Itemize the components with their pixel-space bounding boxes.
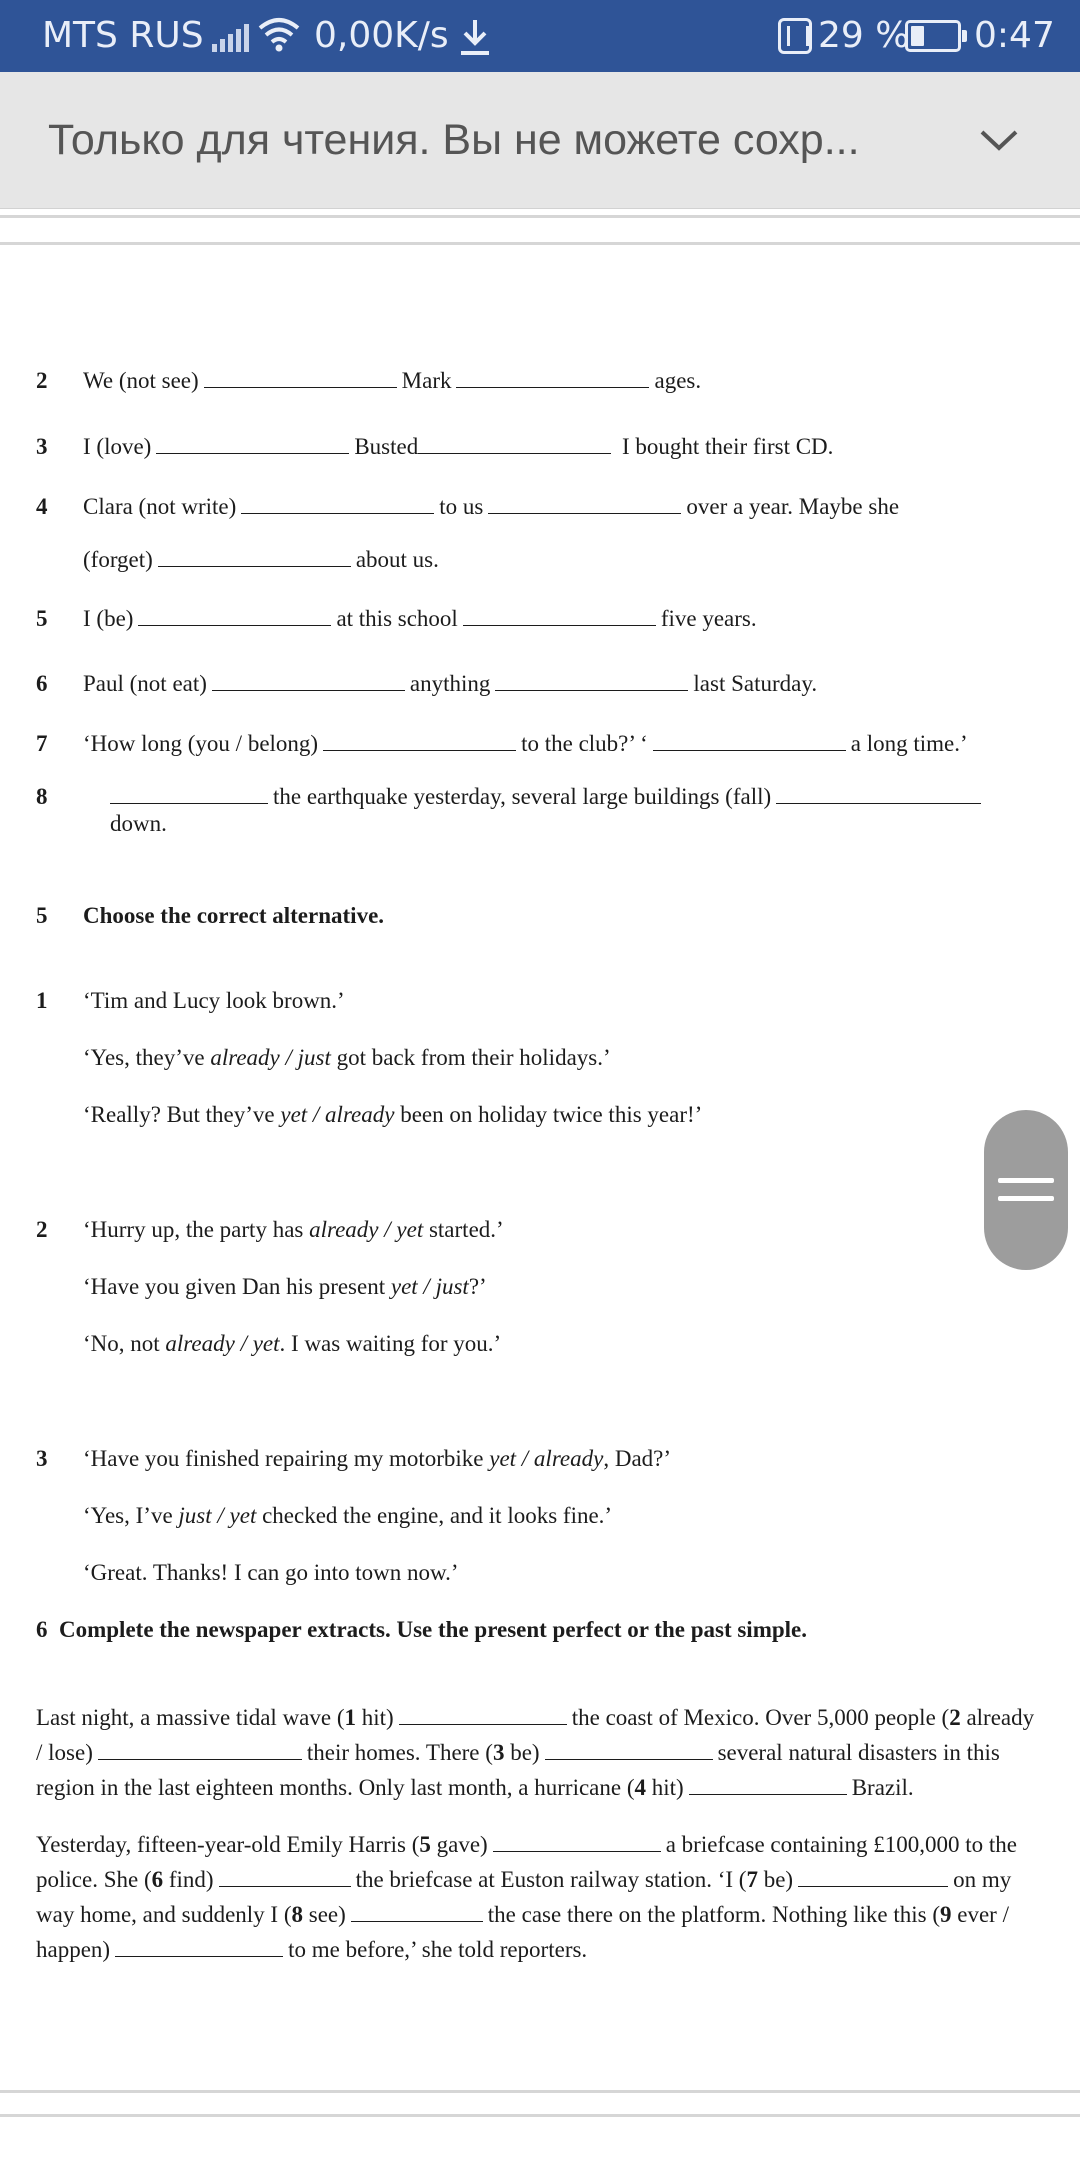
newspaper-extract-1: Last night, a massive tidal wave (1 hit) the coast of Mexico. Over 5,000 people (2 already / lose) their homes. There (3 be) several natural disasters in this region in the last eighteen months. Only last month, a hurricane (4 hit) Brazil.: [36, 1705, 1035, 1800]
page-divider: [0, 242, 1080, 245]
item-text: We (not see) Mark ages.: [83, 368, 702, 393]
item-number: 2: [36, 368, 48, 393]
alternative-choice: already / yet: [309, 1217, 424, 1242]
item-number: 8: [36, 784, 48, 809]
dialog-number: 2: [36, 1217, 48, 1242]
scroll-handle[interactable]: [984, 1110, 1068, 1270]
dialog-number: 3: [36, 1446, 48, 1471]
item-text: (forget) about us.: [83, 547, 439, 572]
alternative-choice: yet / already: [280, 1102, 395, 1127]
status-bar: [0, 0, 1080, 72]
wifi-icon: [258, 16, 300, 54]
read-only-banner[interactable]: [0, 72, 1080, 209]
newspaper-extract-2: Yesterday, fifteen-year-old Emily Harris (5 gave) a briefcase containing £100,000 to the police. She (6 find) the briefcase at Euston railway station. ‘I (7 be) on my way home, and suddenly I (8 see) the case there on the platform. Nothing like this (9 ever / happen) to me before,’ she told reporters.: [36, 1832, 1018, 1962]
battery-percent: 29 %: [818, 15, 910, 56]
page-divider-top: [0, 215, 1080, 218]
item-number: 6: [36, 671, 48, 696]
clock: 0:47: [974, 15, 1055, 56]
item-number: 4: [36, 494, 48, 519]
chevron-down-icon[interactable]: [976, 124, 1022, 158]
dialog-text: ‘Hurry up, the party has already / yet started.’: [83, 1217, 504, 1242]
page-divider-bottom: [0, 2090, 1080, 2093]
dialog-text: ‘No, not already / yet. I was waiting for you.’: [83, 1331, 502, 1356]
item-number: 5: [36, 606, 48, 631]
alternative-choice: already / just: [210, 1045, 331, 1070]
page-divider-bottom-2: [0, 2114, 1080, 2117]
item-text: Clara (not write) to us over a year. Maybe she: [83, 494, 900, 519]
dialog-text: ‘Have you given Dan his present yet / just?’: [83, 1274, 487, 1299]
alternative-choice: yet / just: [390, 1274, 469, 1299]
dialog-text: ‘Yes, I’ve just / yet checked the engine, and it looks fine.’: [83, 1503, 613, 1528]
exercise-title: Choose the correct alternative.: [83, 903, 385, 928]
alternative-choice: yet / already: [489, 1446, 604, 1471]
exercise-number: 5: [36, 903, 48, 928]
battery-level-fill: [911, 26, 924, 46]
alternative-choice: already / yet: [165, 1331, 280, 1356]
signal-icon: [212, 24, 248, 52]
item-text: Paul (not eat) anything last Saturday.: [83, 671, 818, 696]
item-text: ‘How long (you / belong) to the club?’ ‘ a long time.’: [83, 731, 968, 756]
dialog-text: ‘Have you finished repairing my motorbike yet / already, Dad?’: [83, 1446, 672, 1471]
exercise-heading-text: 6 Complete the newspaper extracts. Use the present perfect or the past simple.: [36, 1617, 807, 1642]
dialog-text: ‘Great. Thanks! I can go into town now.’: [83, 1560, 459, 1585]
item-text: down.: [110, 811, 167, 836]
item-text: I (be) at this school five years.: [83, 606, 757, 631]
nfc-icon: [778, 18, 812, 54]
dialog-text: ‘Tim and Lucy look brown.’: [83, 988, 345, 1013]
item-number: 3: [36, 434, 48, 459]
item-text: I (love) Busted I bought their first CD.: [83, 434, 834, 459]
dialog-text: ‘Really? But they’ve yet / already been on holiday twice this year!’: [83, 1102, 703, 1127]
carrier-name: MTS RUS: [42, 15, 204, 56]
alternative-choice: just / yet: [178, 1503, 257, 1528]
network-speed: 0,00K/s: [314, 15, 449, 56]
item-number: 7: [36, 731, 48, 756]
download-icon: [458, 18, 492, 58]
dialog-text: ‘Yes, they’ve already / just got back from their holidays.’: [83, 1045, 611, 1070]
dialog-number: 1: [36, 988, 48, 1013]
read-only-message: Только для чтения. Вы не можете сохр...: [48, 116, 860, 164]
item-text: the earthquake yesterday, several large buildings (fall): [110, 784, 986, 810]
battery-icon: [905, 20, 961, 52]
